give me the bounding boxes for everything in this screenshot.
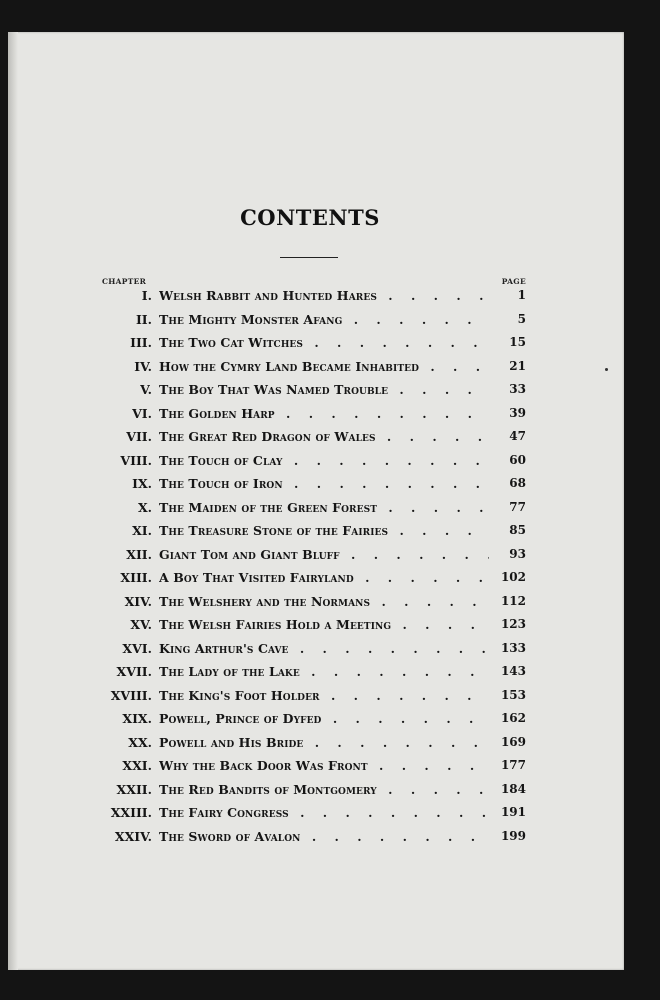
- contents-entry: [8, 426, 624, 450]
- title-rule: [280, 257, 338, 258]
- contents-entry: [8, 638, 624, 662]
- page-number: 68: [509, 476, 526, 490]
- contents-entry: [8, 685, 624, 709]
- page-number: 33: [509, 382, 526, 396]
- chapter-title: The Touch of Iron . . .: [159, 476, 489, 491]
- chapter-title: The Golden Harp . . .: [159, 406, 489, 421]
- chapter-title: The Mighty Monster Afang . . .: [159, 312, 489, 327]
- chapter-number: XIII.: [120, 570, 152, 585]
- page-number: 162: [500, 711, 526, 725]
- contents-entry: [8, 285, 624, 309]
- chapter-title: Giant Tom and Giant Bluff . . .: [159, 547, 489, 562]
- chapter-title: King Arthur's Cave . . .: [159, 641, 489, 656]
- chapter-number: XIV.: [124, 593, 152, 609]
- chapter-number: V.: [140, 382, 152, 397]
- chapter-title: The King's Foot Holder . . .: [159, 688, 489, 703]
- chapter-number: XII.: [126, 546, 152, 562]
- page-number: 47: [509, 429, 526, 443]
- contents-entry: [8, 755, 624, 779]
- contents-entry: [8, 520, 624, 544]
- chapter-title: The Welsh Fairies Hold a Meeting . . .: [159, 617, 489, 632]
- chapter-number: XX.: [128, 734, 152, 750]
- page-column-label: PAGE: [501, 277, 526, 286]
- chapter-title: How the Cymry Land Became Inhabited . . .: [159, 359, 489, 374]
- chapter-title: The Boy That Was Named Trouble . . .: [159, 382, 489, 397]
- contents-entry: [8, 379, 624, 403]
- page-number: 184: [500, 781, 526, 796]
- chapter-title: The Red Bandits of Montgomery . . .: [159, 782, 489, 797]
- page-number: 102: [500, 570, 526, 584]
- contents-entry: [8, 356, 624, 380]
- chapter-number: IX.: [132, 476, 152, 491]
- page-number: 60: [509, 452, 526, 467]
- contents-entry: [8, 473, 624, 497]
- contents-entry: [8, 826, 624, 850]
- chapter-number: XVIII.: [110, 687, 152, 703]
- chapter-title: The Welshery and the Normans . . .: [159, 594, 489, 609]
- page-number: 191: [500, 805, 526, 819]
- scan-speck: [605, 368, 608, 371]
- contents-entry: [8, 779, 624, 803]
- chapter-number: VIII.: [120, 452, 152, 468]
- page-number: 1: [517, 288, 526, 302]
- contents-entry: [8, 309, 624, 333]
- page-number: 177: [500, 758, 526, 772]
- contents-entry: [8, 732, 624, 756]
- page-number: 93: [509, 546, 526, 561]
- book-page: [8, 32, 624, 970]
- contents-entry: [8, 567, 624, 591]
- page-number: 143: [500, 664, 526, 678]
- contents-entry: [8, 450, 624, 474]
- contents-entry: [8, 802, 624, 826]
- chapter-title: The Fairy Congress . . .: [159, 805, 489, 820]
- chapter-number: IV.: [134, 358, 152, 374]
- chapter-number: XXIII.: [110, 805, 152, 820]
- chapter-number: VI.: [132, 405, 152, 421]
- contents-entry: [8, 591, 624, 615]
- page-title: CONTENTS: [240, 205, 380, 230]
- chapter-title: The Lady of the Lake . . .: [159, 664, 489, 679]
- chapter-title: The Touch of Clay . . .: [159, 453, 489, 468]
- page-number: 77: [509, 499, 526, 514]
- page-number: 153: [500, 687, 526, 702]
- chapter-number: X.: [137, 499, 152, 515]
- contents-list: [8, 285, 624, 849]
- chapter-number: XIX.: [122, 711, 152, 726]
- chapter-title: The Sword of Avalon . . .: [159, 829, 489, 844]
- contents-entry: [8, 708, 624, 732]
- page-number: 133: [500, 640, 526, 655]
- page-number: 21: [509, 358, 526, 373]
- chapter-number: VII.: [126, 429, 152, 444]
- chapter-title: The Two Cat Witches . . .: [159, 335, 489, 350]
- chapter-number: XXI.: [122, 758, 152, 773]
- page-number: 123: [500, 617, 526, 631]
- contents-entry: [8, 544, 624, 568]
- chapter-column-label: CHAPTER: [102, 277, 147, 286]
- chapter-title: Powell, Prince of Dyfed . . .: [159, 711, 489, 726]
- contents-entry: [8, 332, 624, 356]
- chapter-number: XV.: [130, 617, 152, 632]
- page-number: 15: [509, 335, 526, 349]
- chapter-number: XI.: [132, 523, 152, 538]
- contents-entry: [8, 497, 624, 521]
- page-number: 5: [517, 311, 526, 326]
- chapter-title: The Great Red Dragon of Wales . . .: [159, 429, 489, 444]
- contents-entry: [8, 661, 624, 685]
- chapter-number: XVI.: [122, 640, 152, 656]
- chapter-number: XXII.: [116, 781, 152, 797]
- page-number: 169: [500, 734, 526, 749]
- chapter-number: I.: [141, 288, 152, 303]
- chapter-title: The Maiden of the Green Forest . . .: [159, 500, 489, 515]
- page-number: 39: [509, 405, 526, 420]
- chapter-number: II.: [135, 311, 152, 327]
- chapter-title: The Treasure Stone of the Fairies . . .: [159, 523, 489, 538]
- contents-entry: [8, 614, 624, 638]
- chapter-number: XXIV.: [114, 828, 152, 844]
- contents-entry: [8, 403, 624, 427]
- page-number: 199: [500, 828, 526, 843]
- chapter-title: Welsh Rabbit and Hunted Hares . . .: [159, 288, 489, 303]
- page-number: 85: [509, 523, 526, 537]
- page-number: 112: [500, 593, 526, 608]
- chapter-number: XVII.: [116, 664, 152, 679]
- chapter-title: A Boy That Visited Fairyland . . .: [159, 570, 489, 585]
- chapter-title: Powell and His Bride . . .: [159, 735, 489, 750]
- chapter-number: III.: [130, 335, 152, 350]
- chapter-title: Why the Back Door Was Front . . .: [159, 758, 489, 773]
